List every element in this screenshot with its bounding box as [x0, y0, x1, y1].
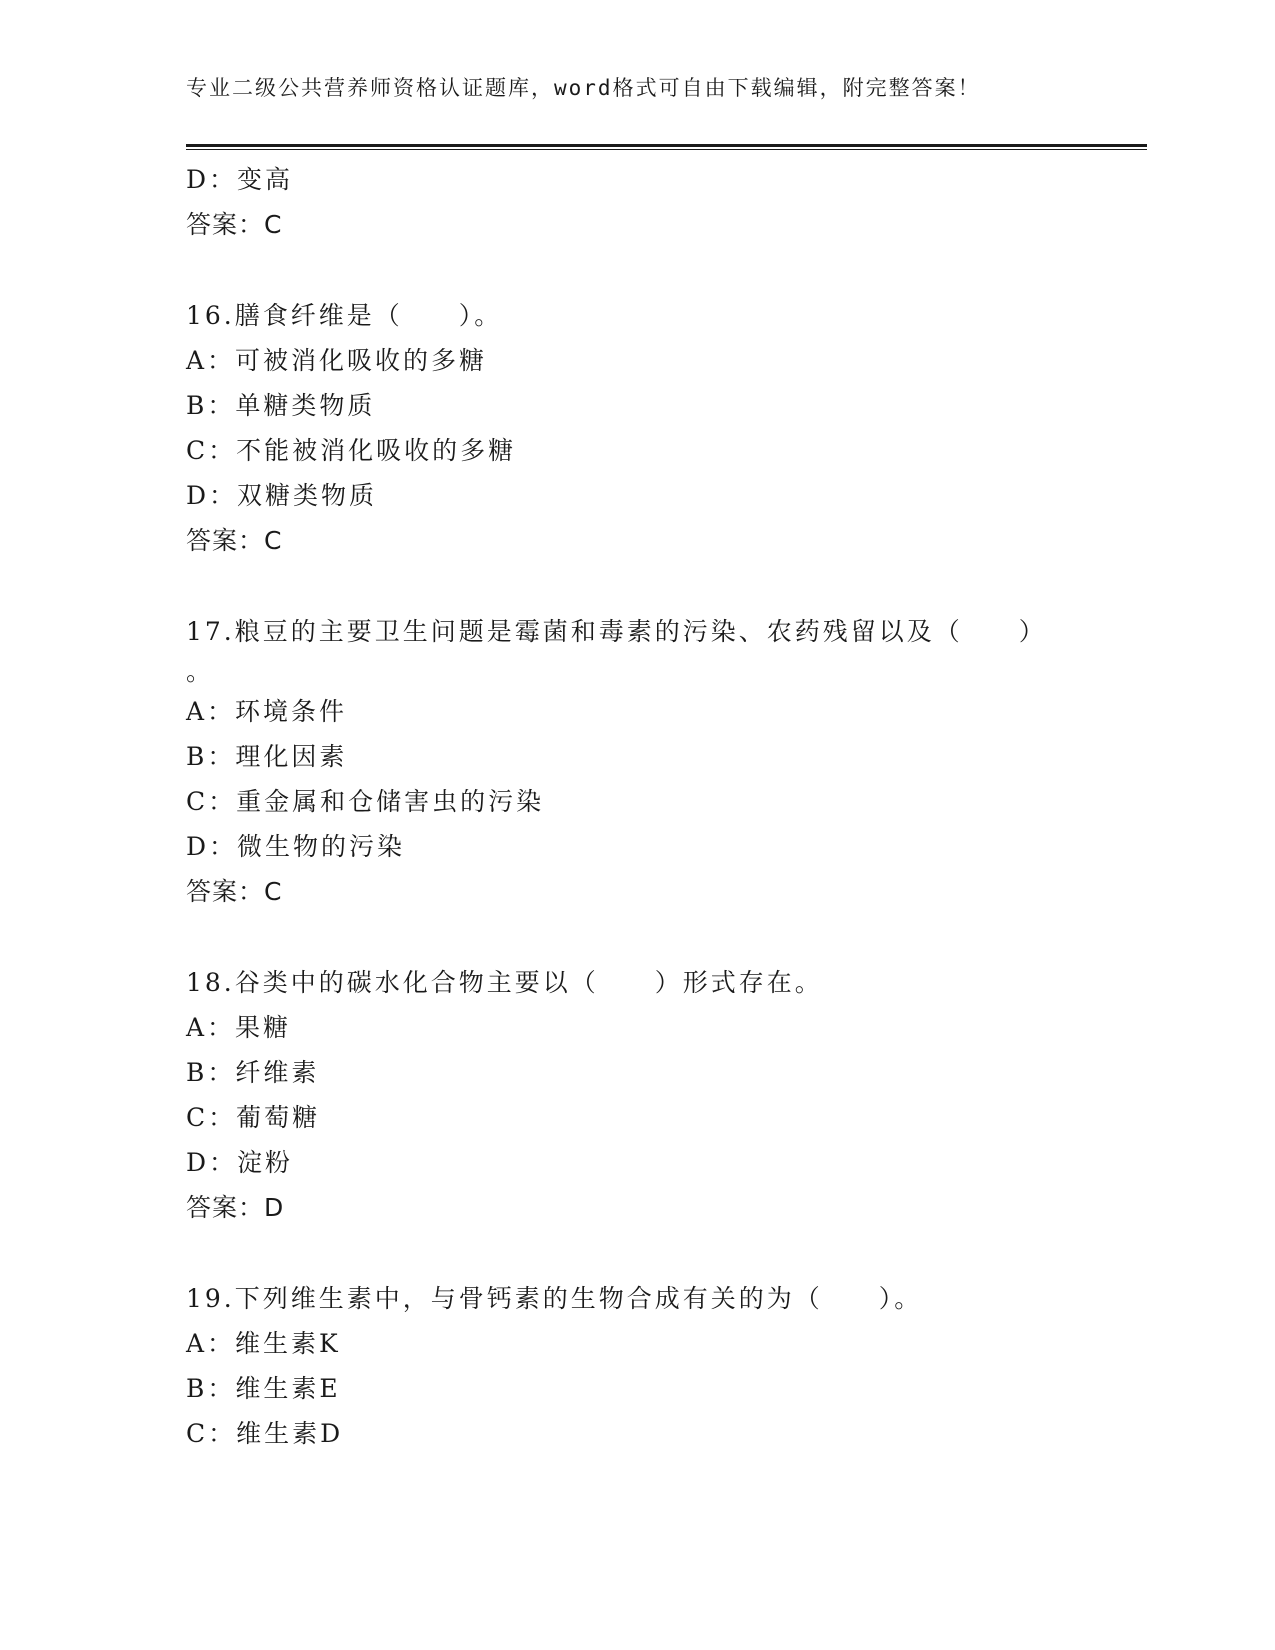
option-b: B：理化因素: [186, 742, 348, 771]
spacer: [186, 914, 1086, 960]
header-rule: [186, 144, 1147, 150]
spacer: [186, 563, 1086, 609]
answer: 答案：D: [186, 1193, 285, 1222]
prev-answer: 答案：C: [186, 210, 283, 239]
option-a: A：可被消化吸收的多糖: [186, 346, 488, 375]
option-a: A：维生素K: [186, 1329, 341, 1358]
option-d: D：双糖类物质: [186, 481, 378, 510]
question-17: [186, 609, 1086, 914]
question-stem: 17.粮豆的主要卫生问题是霉菌和毒素的污染、农药残留以及（ ）: [186, 617, 1047, 646]
option-c: C：维生素D: [186, 1419, 344, 1448]
option-a: A：环境条件: [186, 697, 348, 726]
page-header: 专业二级公共营养师资格认证题库，word格式可自由下载编辑，附完整答案！: [186, 76, 981, 100]
spacer: [186, 247, 1086, 293]
prev-option-d: D：变高: [186, 165, 294, 194]
question-stem: 18.谷类中的碳水化合物主要以（ ）形式存在。: [186, 968, 823, 997]
option-b: B：维生素E: [186, 1374, 341, 1403]
document-body: [186, 157, 1086, 1456]
question-stem: 19.下列维生素中，与骨钙素的生物合成有关的为（ ）。: [186, 1284, 923, 1313]
answer: 答案：C: [186, 877, 283, 906]
option-c: C：重金属和仓储害虫的污染: [186, 787, 545, 816]
question-19: [186, 1276, 1086, 1456]
option-b: B：纤维素: [186, 1058, 320, 1087]
option-d: D：微生物的污染: [186, 832, 406, 861]
option-d: D：淀粉: [186, 1148, 294, 1177]
question-stem: 16.膳食纤维是（ ）。: [186, 301, 503, 330]
question-stem-tail: 。: [186, 657, 215, 686]
question-18: [186, 960, 1086, 1230]
option-c: C：不能被消化吸收的多糖: [186, 436, 517, 465]
option-b: B：单糖类物质: [186, 391, 376, 420]
option-a: A：果糖: [186, 1013, 292, 1042]
question-16: [186, 293, 1086, 563]
answer: 答案：C: [186, 526, 283, 555]
spacer: [186, 1230, 1086, 1276]
option-c: C：葡萄糖: [186, 1103, 321, 1132]
